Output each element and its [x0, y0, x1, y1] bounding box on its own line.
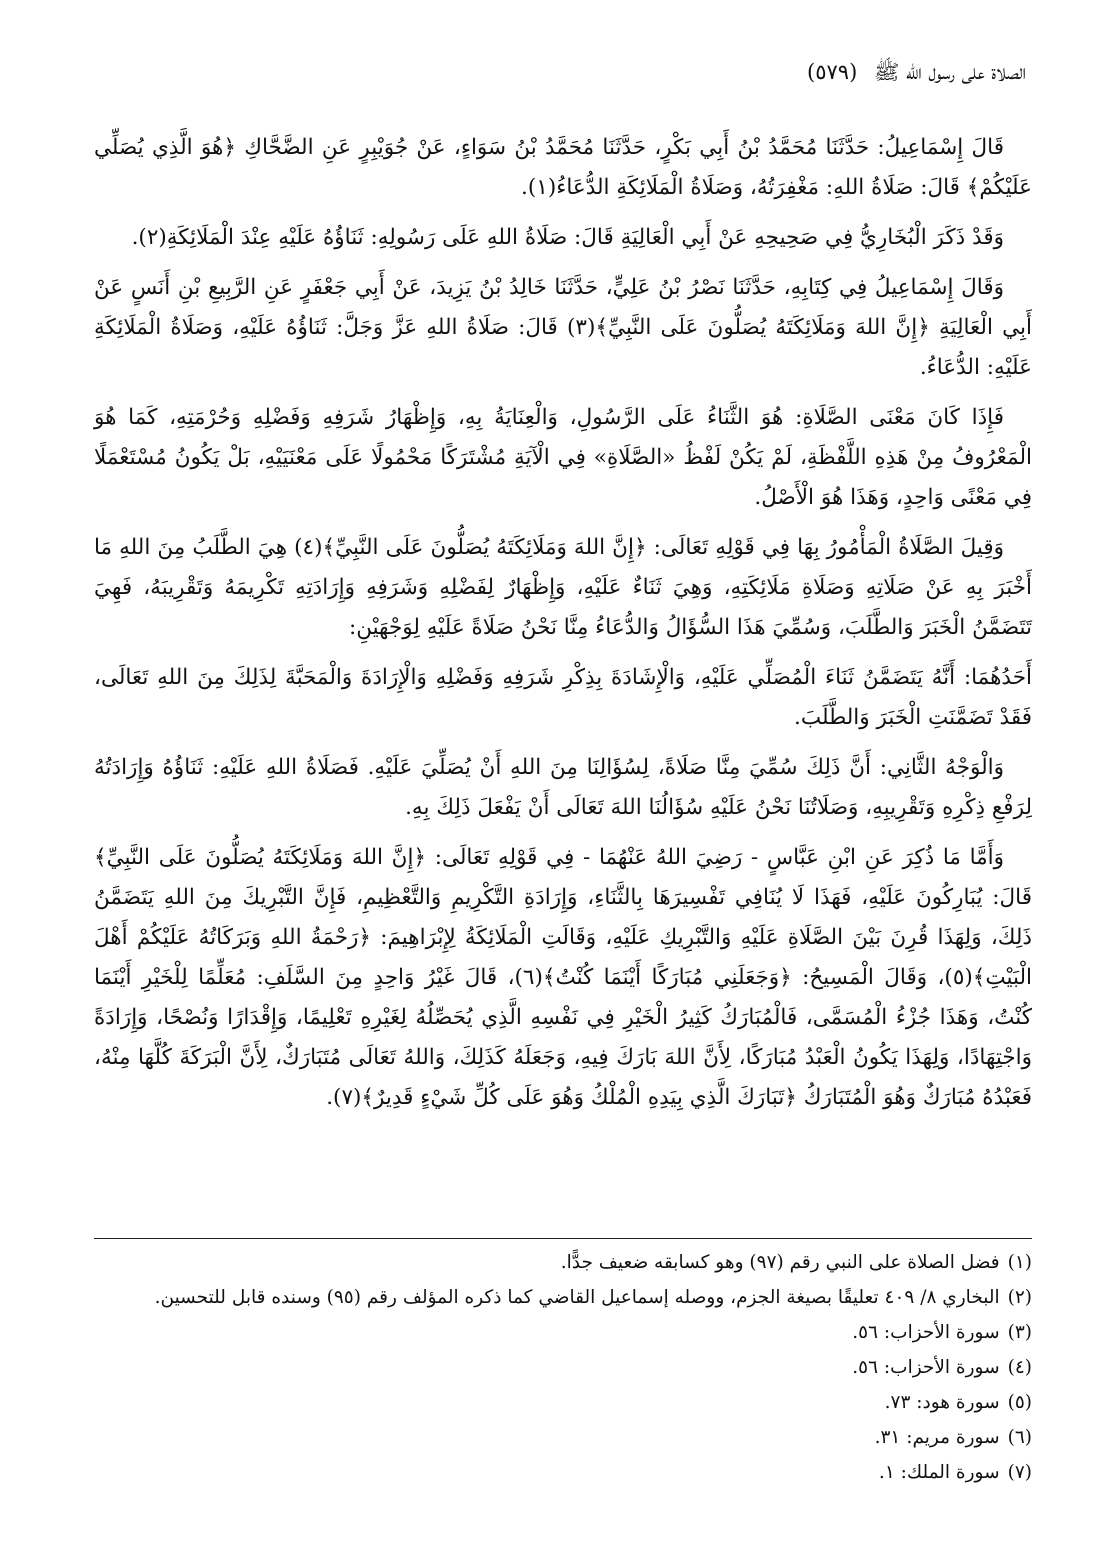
footnote-text: سورة هود: ٧٣. — [884, 1392, 1000, 1413]
footnote — [94, 1318, 1032, 1348]
footnote — [94, 1458, 1032, 1488]
footnote — [94, 1423, 1032, 1453]
footnote — [94, 1388, 1032, 1418]
footnote-mark: (٥) — [1007, 1392, 1032, 1413]
footnote-text: سورة الأحزاب: ٥٦. — [852, 1322, 1000, 1343]
footnote-mark: (٤) — [1007, 1357, 1032, 1378]
footnote — [94, 1283, 1032, 1313]
footnote-text: البخاري ٨/ ٤٠٩ تعليقًا بصيغة الجزم، ووصله إسماعيل القاضي كما ذكره المؤلف رقم (٩٥) وسنده قابل للتحسين. — [154, 1287, 1000, 1308]
footnotes — [94, 1248, 1032, 1493]
paragraph: أَحَدُهُمَا: أَنَّهُ يَتَضَمَّنُ ثَنَاءَ الْمُصَلِّي عَلَيْهِ، وَالْإِشَادَةَ بِذِكْرِ شَرَفِهِ وَفَضْلِهِ وَالْإِرَادَةَ وَالْمَحَبَّةَ لِذَلِكَ مِنَ اللهِ تَعَالَى، فَقَدْ تَضَمَّنَتِ الْخَبَرَ وَالطَّلَبَ. — [94, 665, 1032, 730]
footnote-text: سورة الملك: ١. — [878, 1462, 1000, 1483]
footnote — [94, 1353, 1032, 1383]
paragraph: وَقِيلَ الصَّلَاةُ الْمَأْمُورُ بِهَا فِي قَوْلِهِ تَعَالَى: ﴿إِنَّ اللهَ وَمَلَائِكَتَهُ يُصَلُّونَ عَلَى النَّبِيِّ﴾(٤) هِيَ الطَّلَبُ مِنَ اللهِ مَا أَخْبَرَ بِهِ عَنْ صَلَاتِهِ وَصَلَاةِ مَلَائِكَتِهِ، وَهِيَ ثَنَاءٌ عَلَيْهِ، وَإِظْهَارٌ لِفَضْلِهِ وَشَرَفِهِ وَإِرَادَتِهِ تَكْرِيمَهُ وَتَقْرِيبَهُ، فَهِيَ تَتَضَمَّنُ الْخَبَرَ وَالطَّلَبَ، وَسُمِّيَ هَذَا السُّؤَالُ وَالدُّعَاءُ مِنَّا نَحْنُ صَلَاةً عَلَيْهِ لِوَجْهَيْنِ: — [94, 535, 1032, 640]
paragraph: وَالْوَجْهُ الثَّانِي: أَنَّ ذَلِكَ سُمِّيَ مِنَّا صَلَاةً، لِسُؤَالِنَا مِنَ اللهِ أَنْ يُصَلِّيَ عَلَيْهِ. فَصَلَاةُ اللهِ عَلَيْهِ: ثَنَاؤُهُ وَإِرَادَتُهُ لِرَفْعِ ذِكْرِهِ وَتَقْرِيبِهِ، وَصَلَاتُنَا نَحْنُ عَلَيْهِ سُؤَالُنَا اللهَ تَعَالَى أَنْ يَفْعَلَ ذَلِكَ بِهِ. — [94, 755, 1032, 820]
running-header — [807, 58, 1026, 86]
footnote-divider — [94, 1238, 1032, 1239]
footnote-mark: (٧) — [1007, 1462, 1032, 1483]
footnote — [94, 1248, 1032, 1278]
footnote-text: سورة الأحزاب: ٥٦. — [852, 1357, 1000, 1378]
paragraph: وَقَالَ إِسْمَاعِيلُ فِي كِتَابِهِ، حَدَّثَنَا نَصْرُ بْنُ عَلِيٍّ، حَدَّثَنَا خَالِدُ بْنُ يَزِيدَ، عَنْ أَبِي جَعْفَرٍ عَنِ الرَّبِيعِ بْنِ أَنَسٍ عَنْ أَبِي الْعَالِيَةِ ﴿إِنَّ اللهَ وَمَلَائِكَتَهُ يُصَلُّونَ عَلَى النَّبِيِّ﴾(٣) قَالَ: صَلَاةُ اللهِ عَزَّ وَجَلَّ: ثَنَاؤُهُ عَلَيْهِ، وَصَلَاةُ الْمَلَائِكَةِ عَلَيْهِ: الدُّعَاءُ. — [94, 275, 1032, 380]
paragraph: وَأَمَّا مَا ذُكِرَ عَنِ ابْنِ عَبَّاسٍ - رَضِيَ اللهُ عَنْهُمَا - فِي قَوْلِهِ تَعَالَى: ﴿إِنَّ اللهَ وَمَلَائِكَتَهُ يُصَلُّونَ عَلَى النَّبِيِّ﴾ قَالَ: يُبَارِكُونَ عَلَيْهِ، فَهَذَا لَا يُنَافِي تَفْسِيرَهَا بِالثَّنَاءِ، وَإِرَادَةِ التَّكْرِيمِ وَالتَّعْظِيمِ، فَإِنَّ التَّبْرِيكَ مِنَ اللهِ يَتَضَمَّنُ ذَلِكَ، وَلِهَذَا قُرِنَ بَيْنَ الصَّلَاةِ عَلَيْهِ وَالتَّبْرِيكِ عَلَيْهِ، وَقَالَتِ الْمَلَائِكَةُ لِإِبْرَاهِيمَ: ﴿رَحْمَةُ اللهِ وَبَرَكَاتُهُ عَلَيْكُمْ أَهْلَ الْبَيْتِ﴾(٥)، وَقَالَ الْمَسِيحُ: ﴿وَجَعَلَنِي مُبَارَكًا أَيْنَمَا كُنْتُ﴾(٦)، قَالَ غَيْرُ وَاحِدٍ مِنَ السَّلَفِ: مُعَلِّمًا لِلْخَيْرِ أَيْنَمَا كُنْتُ، وَهَذَا جُزْءُ الْمُسَمَّى، فَالْمُبَارَكُ كَثِيرُ الْخَيْرِ فِي نَفْسِهِ الَّذِي يُحَصِّلُهُ لِغَيْرِهِ تَعْلِيمًا، وَإِقْدَارًا وَنُصْحًا، وَإِرَادَةً وَاجْتِهَادًا، وَلِهَذَا يَكُونُ الْعَبْدُ مُبَارَكًا، لِأَنَّ اللهَ بَارَكَ فِيهِ، وَجَعَلَهُ كَذَلِكَ، وَاللهُ تَعَالَى مُتَبَارَكٌ، لِأَنَّ الْبَرَكَةَ كُلَّهَا مِنْهُ، فَعَبْدُهُ مُبَارَكٌ وَهُوَ الْمُتَبَارَكُ ﴿تَبَارَكَ الَّذِي بِيَدِهِ الْمُلْكُ وَهُوَ عَلَى كُلِّ شَيْءٍ قَدِيرٌ﴾(٧). — [94, 845, 1032, 1110]
footnote-mark: (٢) — [1007, 1287, 1032, 1308]
footnote-mark: (١) — [1007, 1252, 1032, 1273]
paragraph: قَالَ إِسْمَاعِيلُ: حَدَّثَنَا مُحَمَّدُ بْنُ أَبِي بَكْرٍ، حَدَّثَنَا مُحَمَّدُ بْنُ سَوَاءٍ، عَنْ جُوَيْبِرٍ عَنِ الضَّحَّاكِ ﴿هُوَ الَّذِي يُصَلِّي عَلَيْكُمْ﴾ قَالَ: صَلَاةُ اللهِ: مَغْفِرَتُهُ، وَصَلَاةُ الْمَلَائِكَةِ الدُّعَاءُ(١). — [94, 135, 1032, 200]
paragraph: وَقَدْ ذَكَرَ الْبُخَارِيُّ فِي صَحِيحِهِ عَنْ أَبِي الْعَالِيَةِ قَالَ: صَلَاةُ اللهِ عَلَى رَسُولِهِ: ثَنَاؤُهُ عَلَيْهِ عِنْدَ الْمَلَائِكَةِ(٢). — [131, 225, 1004, 250]
footnote-mark: (٦) — [1007, 1427, 1032, 1448]
header-title: الصلاة على رسول الله ﷺ — [873, 60, 1026, 84]
page-number: (٥٧٩) — [807, 60, 858, 84]
main-text — [94, 128, 1032, 1122]
footnote-text: سورة مريم: ٣١. — [874, 1427, 1000, 1448]
footnote-text: فضل الصلاة على النبي رقم (٩٧) وهو كسابقه ضعيف جدًّا. — [560, 1252, 1000, 1273]
footnote-mark: (٣) — [1007, 1322, 1032, 1343]
paragraph: فَإِذَا كَانَ مَعْنَى الصَّلَاةِ: هُوَ الثَّنَاءُ عَلَى الرَّسُولِ، وَالْعِنَايَةُ بِهِ، وَإِظْهَارُ شَرَفِهِ وَفَضْلِهِ وَحُرْمَتِهِ، كَمَا هُوَ الْمَعْرُوفُ مِنْ هَذِهِ اللَّفْظَةِ، لَمْ يَكُنْ لَفْظُ «الصَّلَاةِ» فِي الْآيَةِ مُشْتَرَكًا مَحْمُولًا عَلَى مَعْنَيَيْهِ، بَلْ يَكُونُ مُسْتَعْمَلًا فِي مَعْنًى وَاحِدٍ، وَهَذَا هُوَ الْأَصْلُ. — [94, 405, 1032, 510]
